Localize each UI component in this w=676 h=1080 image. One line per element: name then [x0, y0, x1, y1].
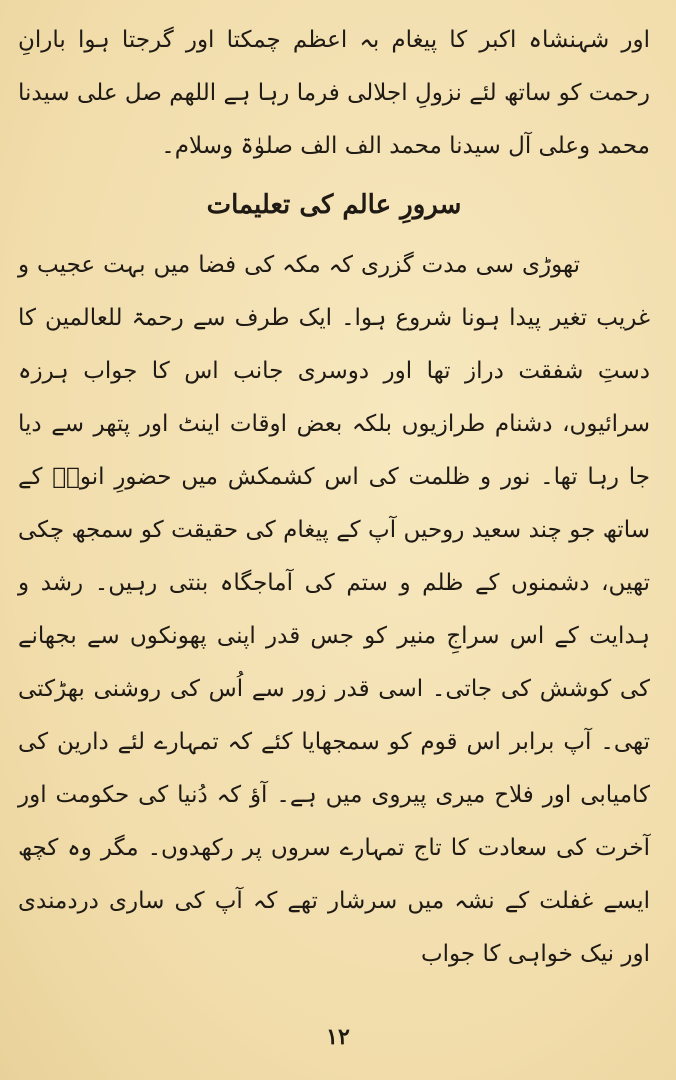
- intro-paragraph: اور شہنشاہ اکبر کا پیغام بہ اعظم چمکتا اور گرجتا ہوا بارانِ رحمت کو ساتھ لئے نزولِ اجلالی فرما رہا ہے اللھم صل علی سیدنا محمد وعلی آل سیدنا محمد الف الف صلوٰۃ وسلام۔: [18, 27, 650, 159]
- page-number: ١٢: [326, 1024, 350, 1050]
- body-paragraph: تھوڑی سی مدت گزری کہ مکہ کی فضا میں بہت عجیب و غریب تغیر پیدا ہونا شروع ہوا۔ ایک طرف سے رحمۃ للعالمین کا دستِ شفقت دراز تھا اور دوسری جانب اس کا جواب ہرزہ سرائیوں، دشنام طرازیوں بلکہ بعض اوقات اینٹ اور پتھر سے دیا جا رہا تھا۔ نور و ظلمت کی اس کشمکش میں حضورِ انورؐ کے ساتھ جو چند سعید روحیں آپ کے پیغام کی حقیقت کو سمجھ چکی تھیں، دشمنوں کے ظلم و ستم کی آماجگاہ بنتی رہیں۔ رشد و ہدایت کے اس سراجِ منیر کو جس قدر اپنی پھونکوں سے بجھانے کی کوشش کی جاتی۔ اسی قدر زور سے اُس کی روشنی بھڑکتی تھی۔ آپ برابر اس قوم کو سمجھایا کئے کہ تمہارے لئے دارین کی کامیابی اور فلاح میری پیروی میں ہے۔ آؤ کہ دُنیا کی حکومت اور آخرت کی سعادت کا تاج تمہارے سروں پر رکھدوں۔ مگر وہ کچھ ایسے غفلت کے نشہ میں سرشار تھے کہ آپ کی ساری دردمندی اور نیک خواہی کا جواب: [18, 252, 650, 967]
- section-heading: سرورِ عالم کی تعلیمات: [206, 190, 462, 220]
